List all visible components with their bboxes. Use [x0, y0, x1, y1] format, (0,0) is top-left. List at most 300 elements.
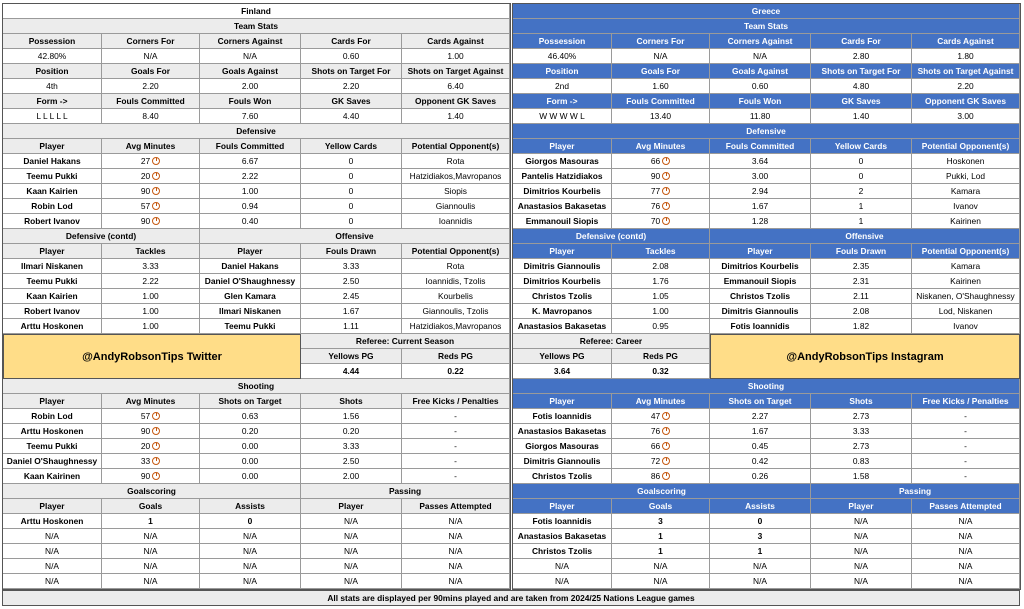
finland-stat-value-text: 8.40 [142, 111, 159, 121]
finland-defensive-cell-text: Robin Lod [31, 201, 73, 211]
greece-shooting-cell [612, 424, 710, 439]
finland-shooting-cell-text: - [454, 471, 457, 481]
greece-defensive-cell [811, 199, 912, 214]
finland-shooting-label [3, 379, 510, 394]
greece-def-contd-cell-text: 1.76 [652, 276, 669, 286]
greece-passing-cell [912, 559, 1020, 574]
finland-stat-header [3, 64, 102, 79]
greece-goalscoring-cell [513, 529, 612, 544]
greece-goalscoring-cell-text: N/A [653, 561, 668, 571]
finland-defensive-header-text: Potential Opponent(s) [411, 141, 500, 151]
referee-current-value [402, 364, 510, 379]
greece-offensive-header-text: Player [747, 246, 773, 256]
greece-shooting-cell [513, 454, 612, 469]
greece-offensive-cell [710, 274, 811, 289]
greece-offensive-cell-text: Niskanen, O'Shaughnessy [916, 291, 1015, 301]
finland-defensive-cell-text: Ioannidis [438, 216, 473, 226]
greece-shooting-cell [811, 469, 912, 484]
greece-shooting-cell-text: 76 [650, 426, 661, 436]
finland-offensive-header [301, 244, 402, 259]
greece-stat-value-text: 2.20 [957, 81, 974, 91]
finland-stat-header-text: Corners For [126, 36, 175, 46]
greece-shooting-cell-text: 0.26 [751, 471, 769, 481]
finland-stat-value [3, 49, 102, 64]
finland-passing-cell [402, 544, 510, 559]
greece-defensive-cell-text: Ivanov [953, 201, 978, 211]
finland-defensive-cell-text: 2.22 [241, 171, 259, 181]
finland-def-contd-cell [3, 289, 102, 304]
finland-shooting-cell [301, 409, 402, 424]
referee-current-value-text: 4.44 [342, 366, 360, 376]
finland-passing-cell-text: N/A [448, 516, 463, 526]
greece-defensive-cell-text: Hoskonen [946, 156, 985, 166]
greece-stat-value-text: 46.40% [547, 51, 577, 61]
referee-career-header [513, 349, 612, 364]
greece-stat-header [912, 34, 1020, 49]
greece-defensive-cell-text: 2 [858, 186, 864, 196]
greece-shooting-cell [513, 424, 612, 439]
finland-def-contd-cell [3, 259, 102, 274]
finland-shooting-cell [301, 469, 402, 484]
referee-career-header [612, 349, 710, 364]
finland-team-title-text: Finland [241, 6, 271, 16]
greece-defensive-cell-text: 0 [858, 156, 864, 166]
greece-shooting-cell [912, 424, 1020, 439]
greece-goalscoring-cell [710, 574, 811, 589]
finland-stat-header-text: Cards For [331, 36, 371, 46]
greece-passing-cell [811, 544, 912, 559]
greece-defensive-cell-text: 66 [650, 156, 661, 166]
greece-stat-header [710, 94, 811, 109]
greece-shooting-cell-text: - [964, 426, 967, 436]
greece-stat-value [513, 109, 612, 124]
finland-defensive-cell [301, 154, 402, 169]
finland-stat-value [102, 49, 200, 64]
greece-stat-value-text: 1.60 [652, 81, 669, 91]
finland-goalscoring-header [200, 499, 301, 514]
finland-stat-value-text: 4.40 [342, 111, 360, 121]
finland-shooting-cell-text: 0.63 [241, 411, 259, 421]
finland-goalscoring-cell-text: 1 [148, 516, 153, 526]
greece-defensive-cell-text: Pantelis Hatzidiakos [521, 171, 603, 181]
greece-shooting-header [513, 394, 612, 409]
greece-shooting-cell [912, 409, 1020, 424]
referee-career-label [513, 334, 710, 349]
finland-offensive-header [200, 244, 301, 259]
stopwatch-icon [152, 457, 160, 465]
greece-stat-header-text: Goals For [640, 66, 681, 76]
finland-shooting-cell-text: 0.00 [241, 471, 259, 481]
finland-offensive-cell-text: Kourbelis [438, 291, 473, 301]
finland-shooting-cell [402, 409, 510, 424]
finland-stat-value [200, 79, 301, 94]
greece-stat-header-text: Cards For [841, 36, 881, 46]
greece-goalscoring-cell [513, 559, 612, 574]
greece-defensive-header-text: Yellow Cards [834, 141, 888, 151]
stopwatch-icon [662, 457, 670, 465]
finland-goalscoring-label-text: Goalscoring [127, 486, 176, 496]
greece-stat-header-text: GK Saves [841, 96, 881, 106]
finland-offensive-cell [200, 259, 301, 274]
stopwatch-icon [152, 472, 160, 480]
greece-defensive-header [513, 139, 612, 154]
finland-offensive-cell-text: Ioannidis, Tzolis [425, 276, 486, 286]
greece-passing-cell [811, 514, 912, 529]
greece-stat-header-text: Possession [538, 36, 586, 46]
greece-offensive-cell-text: Emmanouil Siopis [723, 276, 797, 286]
finland-shooting-cell [200, 424, 301, 439]
finland-goalscoring-header-text: Assists [235, 501, 265, 511]
finland-stat-header-text: Fouls Won [228, 96, 272, 106]
finland-stat-value [402, 49, 510, 64]
greece-stat-header-text: Position [545, 66, 579, 76]
greece-def-contd-cell-text: Dimitrios Kourbelis [523, 276, 601, 286]
greece-def-contd-cell-text: Dimitris Giannoulis [523, 261, 601, 271]
greece-stat-header-text: Corners Against [727, 36, 793, 46]
finland-defensive-header-text: Fouls Committed [215, 141, 285, 151]
greece-defensive-cell [710, 154, 811, 169]
greece-offensive-label-text: Offensive [845, 231, 884, 241]
finland-goalscoring-cell-text: 0 [247, 516, 253, 526]
greece-defensive-cell-text: 3.64 [751, 156, 769, 166]
finland-def-contd-cell-text: Robert Ivanov [24, 306, 80, 316]
greece-shooting-cell [612, 469, 710, 484]
finland-goalscoring-header-text: Goals [138, 501, 163, 511]
finland-team-stats-label [3, 19, 510, 34]
finland-goalscoring-cell [200, 544, 301, 559]
greece-def-contd-cell [513, 274, 612, 289]
greece-defensive-cell [710, 184, 811, 199]
finland-shooting-header [402, 394, 510, 409]
greece-stat-value [710, 49, 811, 64]
finland-defensive-cell [402, 154, 510, 169]
finland-offensive-cell-text: Daniel O'Shaughnessy [204, 276, 296, 286]
finland-shooting-cell [200, 439, 301, 454]
greece-offensive-cell [912, 304, 1020, 319]
greece-offensive-header-text: Fouls Drawn [835, 246, 887, 256]
finland-defensive-cell-text: 0 [348, 186, 354, 196]
finland-offensive-cell [301, 259, 402, 274]
greece-goalscoring-cell-text: N/A [653, 576, 668, 586]
finland-def-contd-cell-text: Arttu Hoskonen [20, 321, 84, 331]
greece-stat-value [811, 109, 912, 124]
greece-defensive-cell [710, 214, 811, 229]
greece-def-contd-header-text: Player [549, 246, 575, 256]
referee-career-header-text: Reds PG [643, 351, 678, 361]
greece-team-title-text: Greece [751, 6, 781, 16]
greece-shooting-cell-text: - [964, 441, 967, 451]
referee-current-value-text: 0.22 [447, 366, 464, 376]
stopwatch-icon [152, 412, 160, 420]
finland-goalscoring-cell [102, 574, 200, 589]
finland-offensive-cell [200, 289, 301, 304]
finland-stat-header [200, 34, 301, 49]
greece-shooting-cell [811, 409, 912, 424]
greece-goalscoring-cell-text: N/A [555, 576, 569, 586]
finland-passing-cell-text: N/A [344, 561, 358, 571]
greece-goalscoring-cell-text: 0 [757, 516, 763, 526]
greece-stat-value [912, 79, 1020, 94]
greece-defensive-cell-text: Giorgos Masouras [525, 156, 599, 166]
greece-offensive-cell [912, 274, 1020, 289]
finland-shooting-cell-text: 3.33 [342, 441, 360, 451]
finland-def-contd-label-text: Defensive (contd) [65, 231, 137, 241]
greece-stat-header [612, 64, 710, 79]
greece-offensive-cell [912, 289, 1020, 304]
finland-defensive-cell [301, 184, 402, 199]
greece-shooting-cell [513, 469, 612, 484]
finland-offensive-cell-text: 3.33 [342, 261, 360, 271]
greece-shooting-cell [912, 454, 1020, 469]
finland-shooting-cell-text: 90 [140, 471, 151, 481]
greece-goalscoring-header [513, 499, 612, 514]
greece-passing-header-text: Passes Attempted [929, 501, 1002, 511]
finland-stat-header-text: Possession [28, 36, 76, 46]
greece-stat-value [811, 49, 912, 64]
greece-goalscoring-label [513, 484, 811, 499]
greece-team-stats-label-text: Team Stats [743, 21, 789, 31]
greece-defensive-cell [513, 169, 612, 184]
greece-shooting-cell-text: 47 [650, 411, 661, 421]
greece-passing-header [811, 499, 912, 514]
greece-goalscoring-cell [710, 514, 811, 529]
greece-goalscoring-cell-text: 1 [757, 546, 763, 556]
greece-stat-value [912, 109, 1020, 124]
greece-defensive-cell-text: Anastasios Bakasetas [517, 201, 607, 211]
finland-offensive-cell [402, 259, 510, 274]
finland-goalscoring-cell-text: N/A [45, 576, 59, 586]
greece-offensive-cell-text: Lod, Niskanen [938, 306, 993, 316]
greece-passing-cell [811, 574, 912, 589]
finland-defensive-cell-text: 0.40 [241, 216, 259, 226]
greece-passing-cell-text: N/A [958, 546, 973, 556]
greece-offensive-cell-text: Fotis Ioannidis [730, 321, 790, 331]
finland-shooting-cell-text: 2.00 [342, 471, 360, 481]
finland-stat-value [301, 79, 402, 94]
greece-defensive-header [710, 139, 811, 154]
finland-goalscoring-cell [3, 559, 102, 574]
greece-defensive-cell-text: Pukki, Lod [945, 171, 986, 181]
greece-stat-value-text: 2nd [555, 81, 569, 91]
finland-stat-header [102, 34, 200, 49]
finland-goalscoring-cell-text: N/A [143, 576, 158, 586]
finland-shooting-cell [3, 469, 102, 484]
greece-def-contd-label-text: Defensive (contd) [575, 231, 647, 241]
finland-shooting-cell [402, 469, 510, 484]
finland-shooting-cell [200, 454, 301, 469]
finland-offensive-cell-text: 1.67 [342, 306, 360, 316]
greece-offensive-header [811, 244, 912, 259]
stopwatch-icon [662, 187, 670, 195]
finland-stat-header-text: Goals Against [222, 66, 278, 76]
greece-def-contd-cell-text: 1.00 [652, 306, 669, 316]
finland-defensive-cell [200, 184, 301, 199]
finland-defensive-cell [3, 199, 102, 214]
greece-shooting-cell-text: 1.67 [751, 426, 769, 436]
greece-defensive-cell [912, 184, 1020, 199]
finland-stat-value-text: 0.60 [342, 51, 360, 61]
finland-stat-value-text: 7.60 [241, 111, 259, 121]
finland-defensive-header [301, 139, 402, 154]
greece-passing-cell [912, 514, 1020, 529]
greece-defensive-cell [710, 199, 811, 214]
greece-stat-value [710, 79, 811, 94]
greece-defensive-header-text: Fouls Committed [725, 141, 795, 151]
finland-shooting-cell [3, 424, 102, 439]
finland-offensive-cell [200, 274, 301, 289]
finland-offensive-label-text: Offensive [335, 231, 374, 241]
stopwatch-icon [662, 202, 670, 210]
finland-def-contd-cell [102, 274, 200, 289]
greece-defensive-cell [513, 199, 612, 214]
greece-stat-value [513, 49, 612, 64]
finland-defensive-cell [3, 214, 102, 229]
greece-shooting-cell [513, 409, 612, 424]
greece-defensive-cell-text: 2.94 [751, 186, 769, 196]
greece-stat-value-text: W W W W L [539, 111, 585, 121]
greece-offensive-cell-text: Dimitris Giannoulis [721, 306, 799, 316]
greece-goalscoring-cell [612, 574, 710, 589]
greece-stat-header [612, 94, 710, 109]
finland-goalscoring-header-text: Player [39, 501, 65, 511]
finland-stat-value-text: 42.80% [37, 51, 67, 61]
greece-offensive-cell [710, 319, 811, 334]
greece-offensive-header [710, 244, 811, 259]
greece-defensive-cell-text: 77 [650, 186, 661, 196]
greece-offensive-cell-text: Kamara [950, 261, 981, 271]
stopwatch-icon [152, 157, 160, 165]
finland-goalscoring-cell [3, 529, 102, 544]
finland-defensive-cell-text: Teemu Pukki [26, 171, 78, 181]
finland-stat-value-text: N/A [143, 51, 158, 61]
finland-team-title [3, 4, 510, 19]
greece-shooting-cell-text: 0.83 [852, 456, 870, 466]
finland-passing-header-text: Passes Attempted [419, 501, 492, 511]
finland-defensive-cell [402, 214, 510, 229]
finland-shooting-cell-text: 57 [140, 411, 151, 421]
finland-stat-value-text: 1.40 [447, 111, 464, 121]
greece-team-title [513, 4, 1020, 19]
greece-defensive-cell [612, 184, 710, 199]
finland-offensive-cell [402, 289, 510, 304]
greece-stat-value-text: 0.60 [751, 81, 769, 91]
greece-stat-header-text: Form -> [546, 96, 578, 106]
greece-shooting-cell-text: Christos Tzolis [531, 471, 593, 481]
finland-defensive-cell-text: Kaan Kairien [26, 186, 78, 196]
finland-def-contd-cell [102, 319, 200, 334]
greece-defensive-header-text: Player [549, 141, 575, 151]
greece-passing-cell-text: N/A [854, 546, 868, 556]
greece-stat-value-text: 2.80 [852, 51, 870, 61]
instagram-promo-text: @AndyRobsonTips Instagram [786, 350, 944, 363]
finland-shooting-cell-text: 2.50 [342, 456, 360, 466]
finland-stat-value-text: 6.40 [447, 81, 464, 91]
finland-stat-header-text: Form -> [36, 96, 68, 106]
greece-defensive-cell-text: 1.28 [751, 216, 769, 226]
finland-defensive-cell-text: 0 [348, 171, 354, 181]
finland-shooting-cell [200, 469, 301, 484]
finland-shooting-header [102, 394, 200, 409]
greece-shooting-cell-text: - [964, 411, 967, 421]
greece-defensive-cell-text: Emmanouil Siopis [525, 216, 599, 226]
finland-stat-value [301, 109, 402, 124]
greece-defensive-cell-text: 1 [858, 216, 864, 226]
finland-defensive-cell-text: 0 [348, 201, 354, 211]
finland-shooting-header [301, 394, 402, 409]
finland-stat-header [301, 64, 402, 79]
finland-offensive-header [402, 244, 510, 259]
finland-goalscoring-cell [3, 544, 102, 559]
greece-goalscoring-cell [513, 514, 612, 529]
finland-stat-header-text: Opponent GK Saves [415, 96, 496, 106]
finland-defensive-cell [200, 154, 301, 169]
greece-offensive-cell [912, 259, 1020, 274]
greece-goalscoring-cell-text: 1 [658, 546, 663, 556]
finland-stat-header [301, 94, 402, 109]
finland-goalscoring-header [102, 499, 200, 514]
finland-defensive-cell [3, 154, 102, 169]
greece-def-contd-cell [513, 289, 612, 304]
finland-defensive-cell-text: 20 [140, 171, 151, 181]
greece-shooting-cell [811, 439, 912, 454]
greece-shooting-cell [710, 454, 811, 469]
finland-shooting-cell [3, 454, 102, 469]
finland-offensive-header-text: Potential Opponent(s) [411, 246, 500, 256]
referee-current-header-text: Yellows PG [328, 351, 374, 361]
stopwatch-icon [152, 187, 160, 195]
finland-offensive-cell-text: Rota [446, 261, 465, 271]
greece-def-contd-cell [612, 259, 710, 274]
greece-goalscoring-cell [513, 574, 612, 589]
finland-goalscoring-cell [102, 529, 200, 544]
finland-defensive-cell [102, 169, 200, 184]
finland-stat-header [102, 94, 200, 109]
finland-defensive-cell [402, 184, 510, 199]
greece-stat-value-text: N/A [653, 51, 668, 61]
finland-offensive-cell [200, 319, 301, 334]
finland-passing-cell [301, 529, 402, 544]
greece-stat-header [710, 64, 811, 79]
stopwatch-icon [662, 427, 670, 435]
finland-passing-cell [301, 559, 402, 574]
finland-passing-cell [301, 514, 402, 529]
greece-offensive-cell [710, 304, 811, 319]
finland-passing-cell [402, 574, 510, 589]
finland-goalscoring-cell [102, 544, 200, 559]
greece-shooting-cell-text: 2.73 [852, 441, 870, 451]
finland-goalscoring-cell-text: N/A [243, 561, 257, 571]
greece-defensive-header [612, 139, 710, 154]
finland-shooting-cell [102, 469, 200, 484]
finland-stat-value-text: N/A [243, 51, 257, 61]
greece-defensive-header [811, 139, 912, 154]
greece-def-contd-cell [612, 304, 710, 319]
finland-def-contd-cell-text: 1.00 [142, 291, 159, 301]
finland-shooting-cell-text: 90 [140, 426, 151, 436]
finland-offensive-cell-text: Daniel Hakans [221, 261, 279, 271]
finland-defensive-cell-text: 90 [140, 216, 151, 226]
finland-defensive-cell [402, 169, 510, 184]
greece-offensive-cell-text: Kairinen [950, 276, 981, 286]
greece-shooting-header [710, 394, 811, 409]
finland-offensive-cell-text: 1.11 [343, 321, 359, 331]
finland-shooting-cell-text: Robin Lod [31, 411, 73, 421]
greece-shooting-cell [710, 409, 811, 424]
finland-stat-value-text: 2.20 [142, 81, 159, 91]
finland-passing-cell-text: N/A [448, 576, 463, 586]
greece-team-stats-label [513, 19, 1020, 34]
greece-stat-header [513, 64, 612, 79]
